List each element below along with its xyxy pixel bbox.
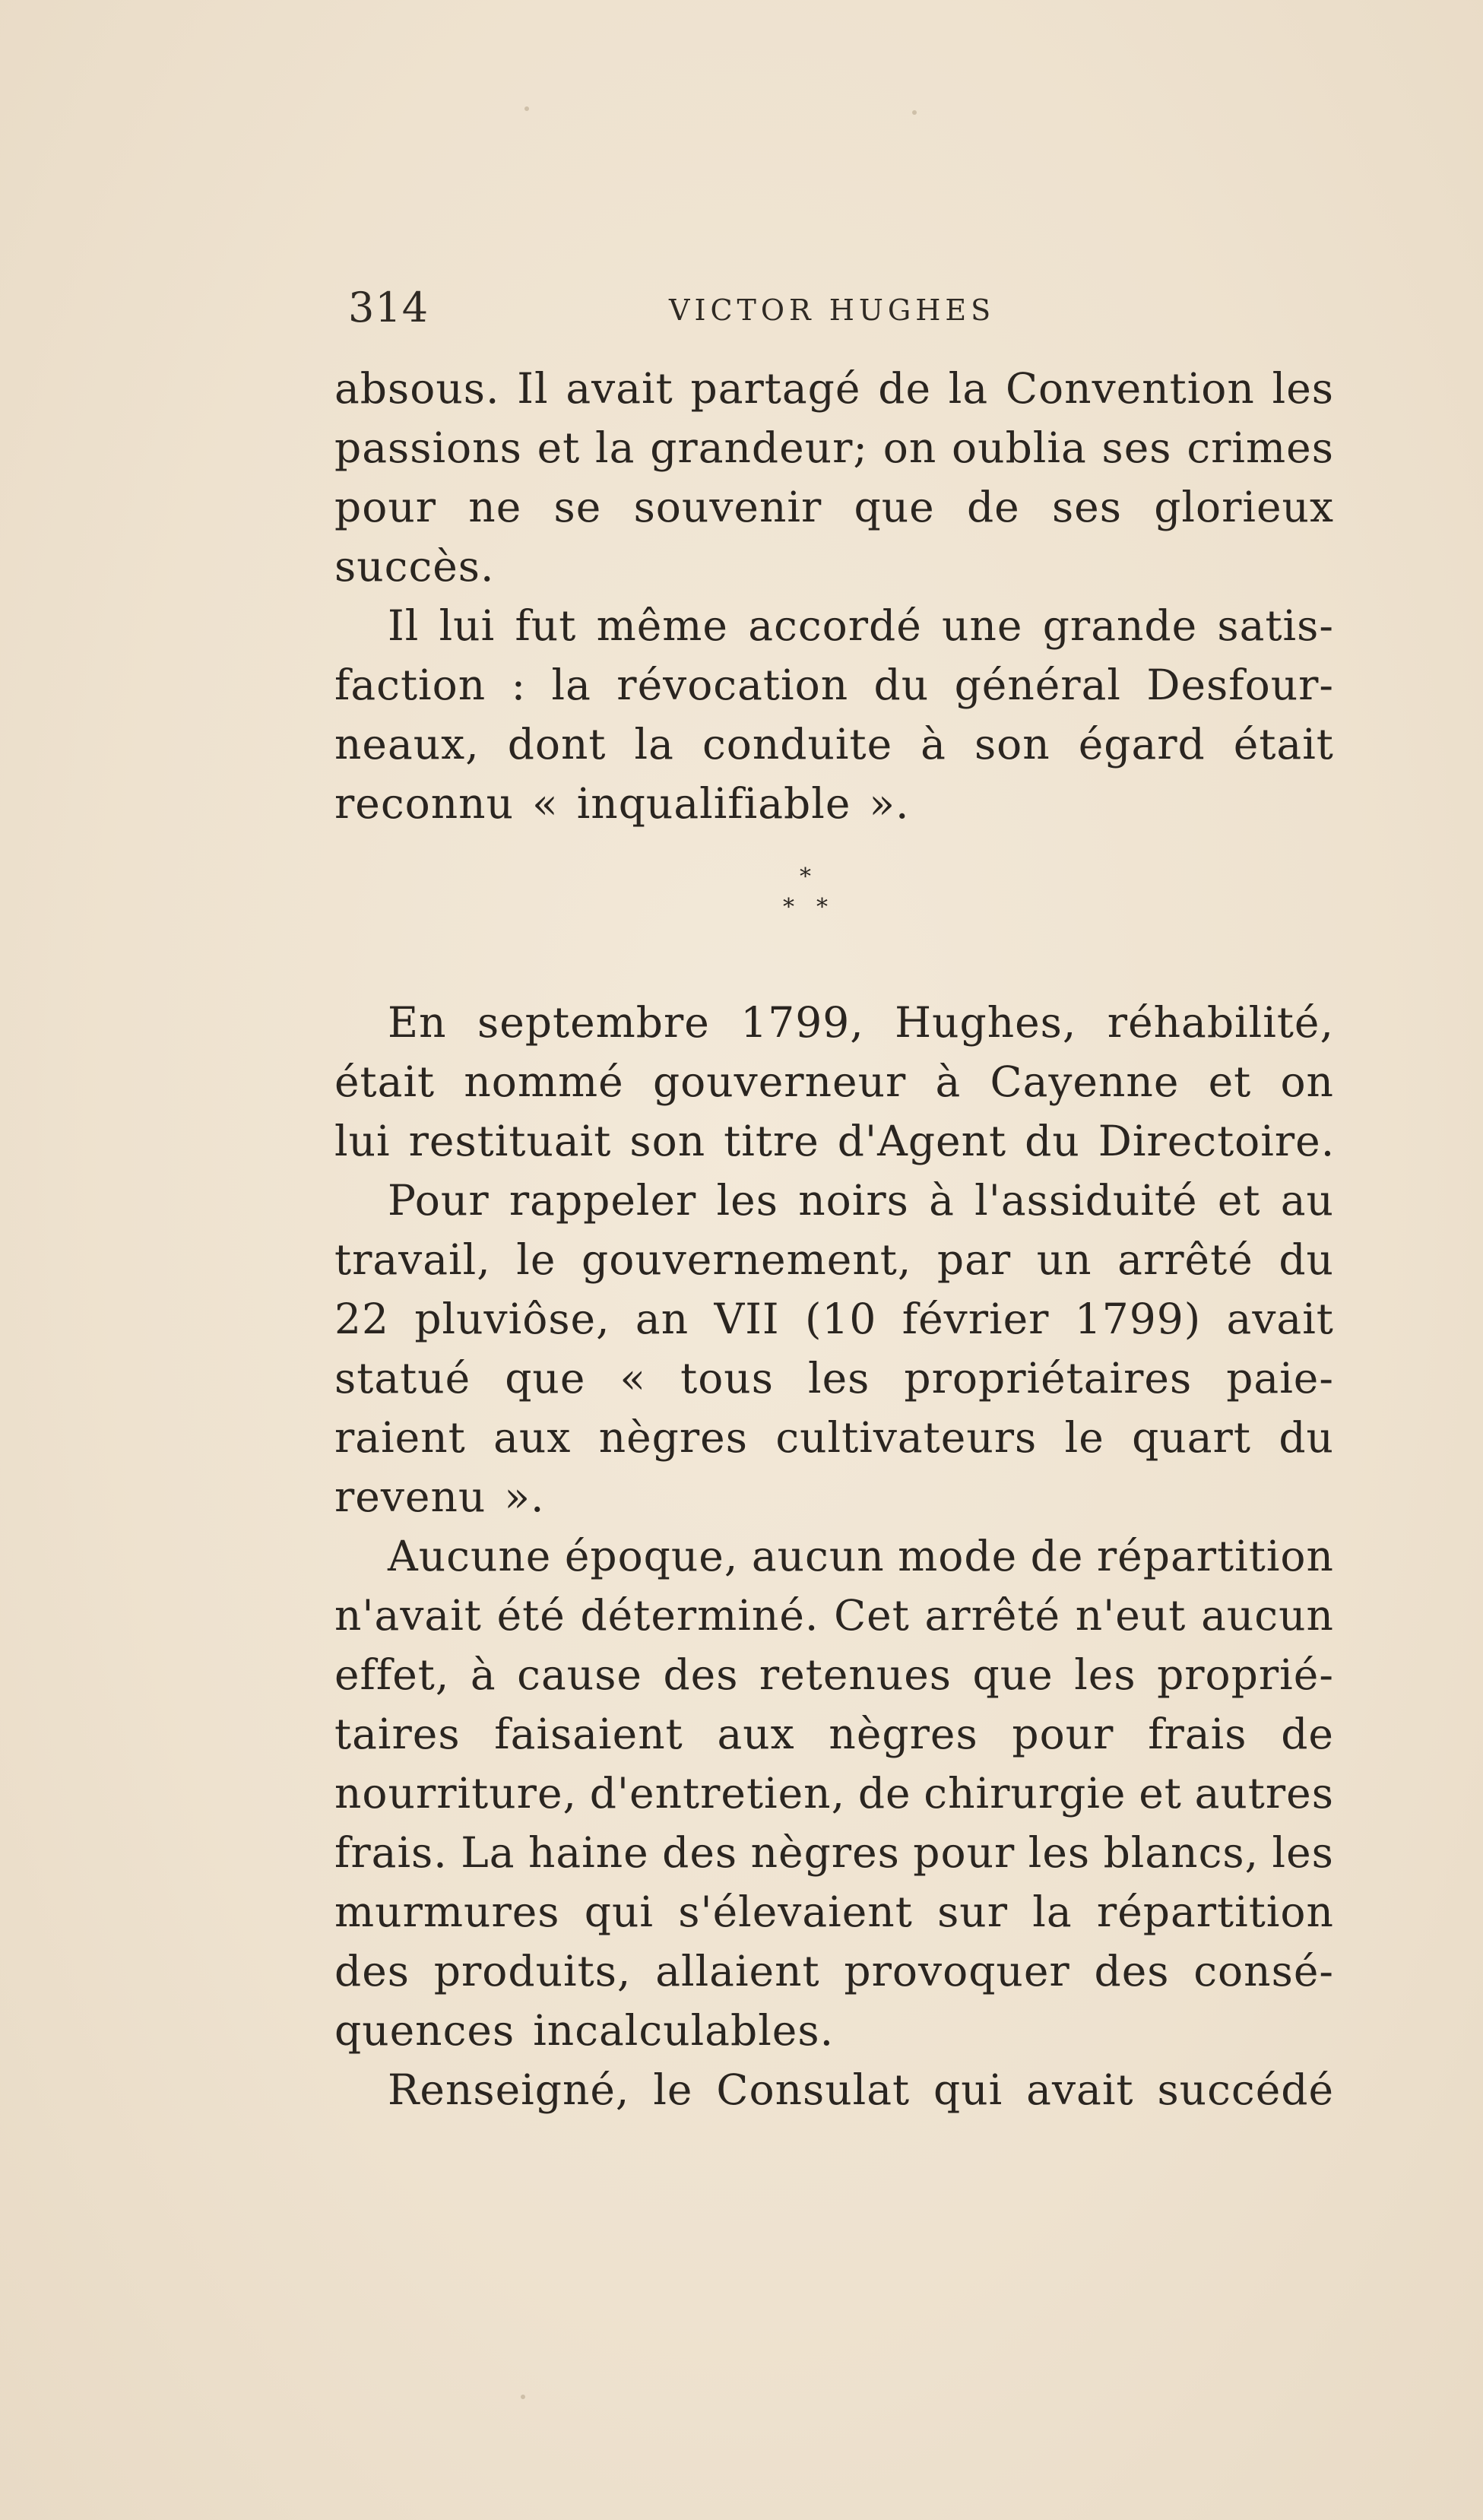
text-line: reconnu « inqualifiable ».	[334, 779, 910, 828]
paragraph	[334, 596, 1334, 833]
paper-speck	[521, 2395, 525, 2399]
paragraph	[334, 359, 1334, 596]
section-asterism	[334, 833, 1334, 993]
text-line: Aucune époque, aucun mode de répartition	[388, 1532, 1334, 1580]
text-line: absous. Il avait partagé de la Convention les	[334, 364, 1334, 413]
body-text	[334, 359, 1334, 2119]
asterism-star: *	[800, 864, 811, 890]
paper-speck	[912, 110, 917, 115]
text-line: était nommé gouverneur à Cayenne et on	[334, 1057, 1334, 1106]
text-line: statué que « tous les propriétaires paie-	[334, 1354, 1334, 1403]
text-line: des produits, allaient provoquer des consé-	[334, 1947, 1334, 1995]
page-header	[348, 281, 1336, 334]
page-number: 314	[348, 284, 429, 331]
text-line: neaux, dont la conduite à son égard était	[334, 720, 1334, 769]
text-line: travail, le gouvernement, par un arrêté du	[334, 1235, 1334, 1284]
text-line: murmures qui s'élevaient sur la répartition	[334, 1888, 1334, 1936]
text-line: lui restituait son titre d'Agent du Directoire.	[334, 1117, 1336, 1165]
text-line: En septembre 1799, Hughes, réhabilité,	[388, 998, 1334, 1047]
text-line: Pour rappeler les noirs à l'assiduité et au	[388, 1176, 1334, 1225]
paragraph	[334, 993, 1334, 1171]
text-line: raient aux nègres cultivateurs le quart du	[334, 1413, 1334, 1462]
text-line: taires faisaient aux nègres pour frais de	[334, 1710, 1334, 1758]
asterism-star: *	[783, 894, 794, 921]
text-line: pour ne se souvenir que de ses glorieux	[334, 483, 1334, 531]
text-line: succès.	[334, 542, 495, 591]
text-line: faction : la révocation du général Desfour-	[334, 661, 1334, 709]
paragraph	[334, 1171, 1334, 1526]
running-head: VICTOR HUGHES	[669, 293, 996, 327]
text-line: 22 pluviôse, an VII (10 février 1799) avait	[334, 1295, 1334, 1343]
text-line: revenu ».	[334, 1472, 545, 1521]
text-line: quences incalculables.	[334, 2006, 835, 2055]
paragraph	[334, 1526, 1334, 2060]
paragraph	[334, 2060, 1334, 2119]
text-line: n'avait été déterminé. Cet arrêté n'eut aucun	[334, 1591, 1334, 1640]
text-line: passions et la grandeur; on oublia ses crimes	[334, 423, 1334, 472]
asterism-star: *	[816, 894, 828, 921]
text-line: effet, à cause des retenues que les proprié-	[334, 1650, 1334, 1699]
text-line: nourriture, d'entretien, de chirurgie et autres	[334, 1769, 1334, 1818]
text-line: Il lui fut même accordé une grande satis-	[388, 601, 1334, 650]
text-line: frais. La haine des nègres pour les blancs, les	[334, 1828, 1334, 1877]
text-line: Renseigné, le Consulat qui avait succédé	[388, 2065, 1334, 2114]
paper-speck	[524, 106, 529, 111]
